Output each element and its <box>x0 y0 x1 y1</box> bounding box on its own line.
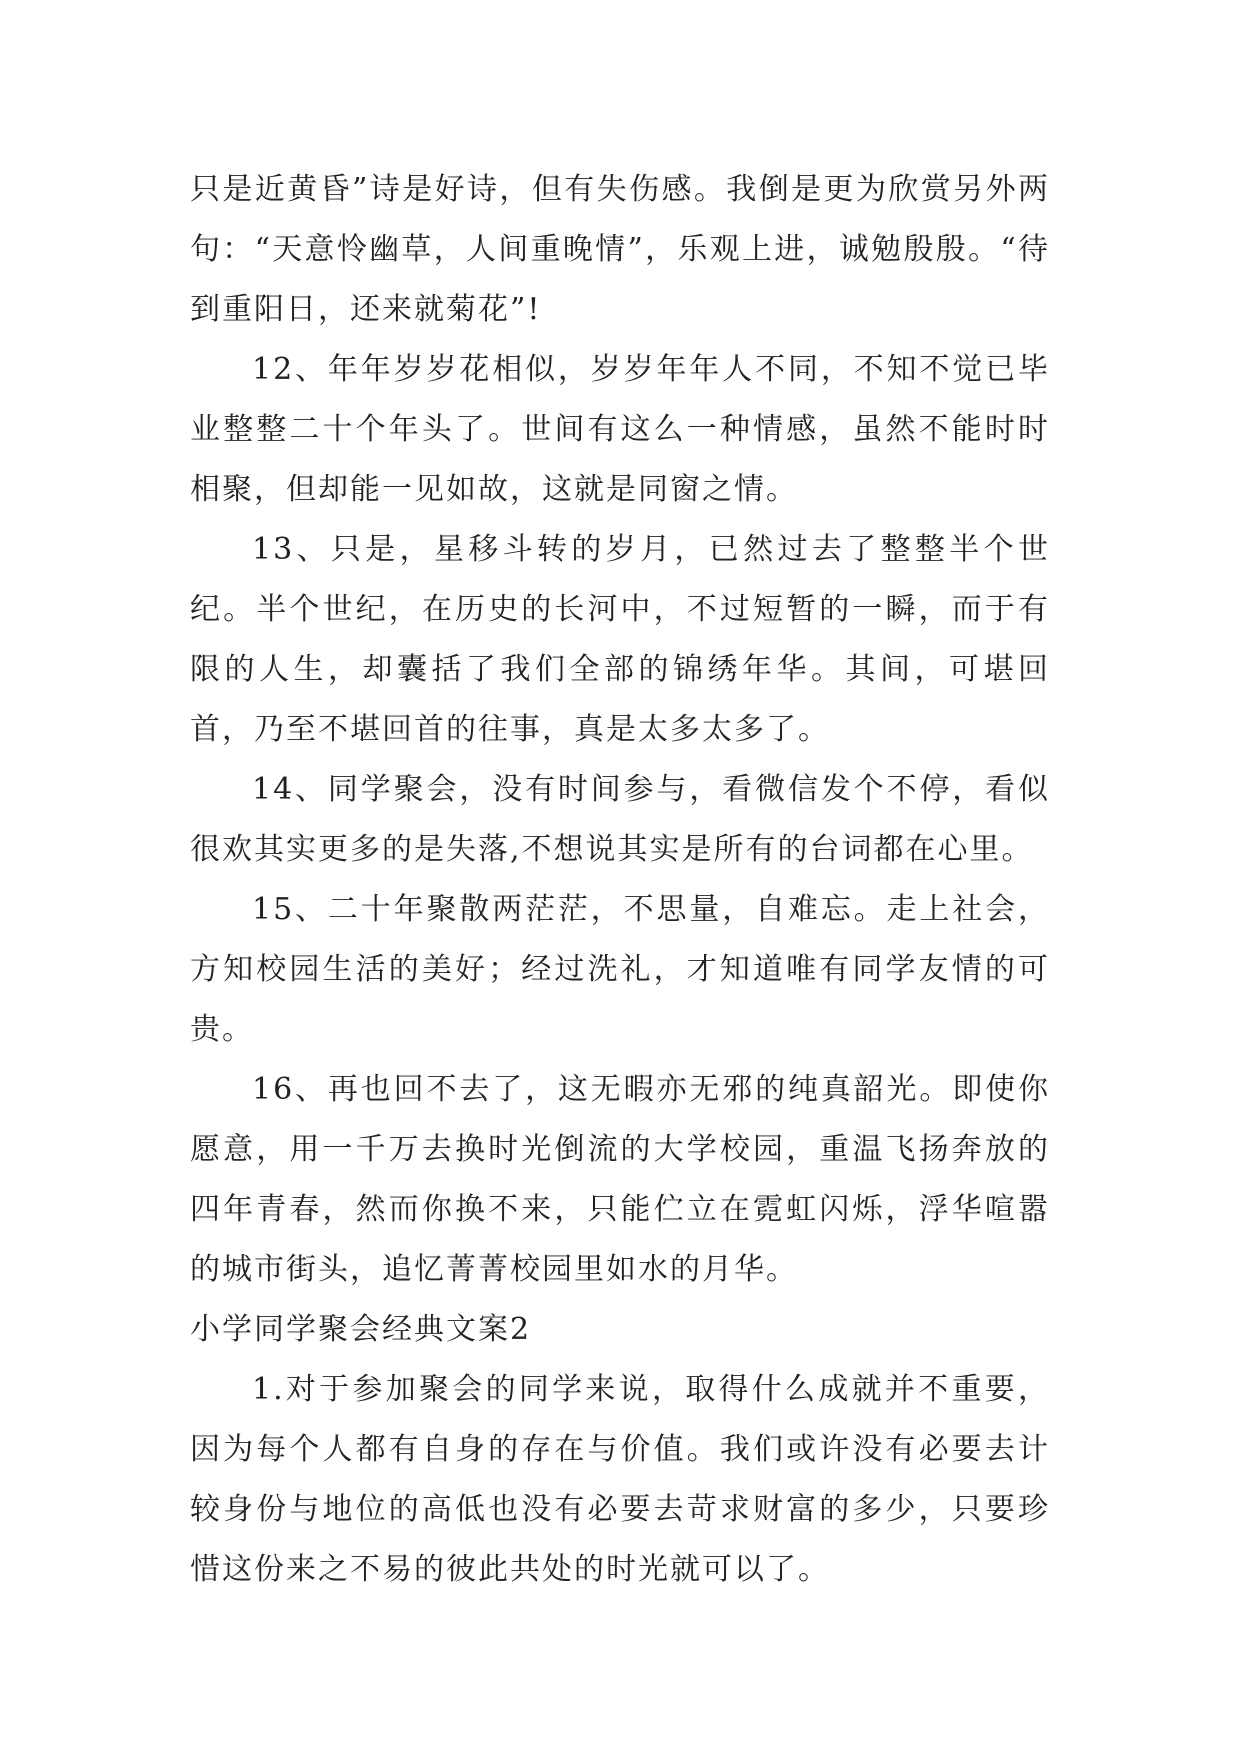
paragraph-15: 15、二十年聚散两茫茫，不思量，自难忘。走上社会，方知校园生活的美好；经过洗礼，才知道唯有同学友情的可贵。 <box>190 892 1050 1047</box>
document-body <box>190 160 1050 1600</box>
paragraph-14: 14、同学聚会，没有时间参与，看微信发个不停，看似很欢其实更多的是失落,不想说其实是所有的台词都在心里。 <box>190 772 1050 867</box>
paragraph-12: 12、年年岁岁花相似，岁岁年年人不同，不知不觉已毕业整整二十个年头了。世间有这么一种情感，虽然不能时时相聚，但却能一见如故，这就是同窗之情。 <box>190 352 1050 507</box>
section-paragraph-1: 1.对于参加聚会的同学来说，取得什么成就并不重要，因为每个人都有自身的存在与价值。我们或许没有必要去计较身份与地位的高低也没有必要去苛求财富的多少，只要珍惜这份来之不易的彼此共处的时光就可以了。 <box>190 1372 1050 1587</box>
paragraph-continued: 只是近黄昏”诗是好诗，但有失伤感。我倒是更为欣赏另外两句：“天意怜幽草，人间重晚情”，乐观上进，诚勉殷殷。“待到重阳日，还来就菊花”! <box>190 172 1050 327</box>
paragraph-16: 16、再也回不去了，这无暇亦无邪的纯真韶光。即使你愿意，用一千万去换时光倒流的大学校园，重温飞扬奔放的四年青春，然而你换不来，只能伫立在霓虹闪烁，浮华喧嚣的城市街头，追忆菁菁校园里如水的月华。 <box>190 1072 1050 1287</box>
paragraph-13: 13、只是，星移斗转的岁月，已然过去了整整半个世纪。半个世纪，在历史的长河中，不过短暂的一瞬，而于有限的人生，却囊括了我们全部的锦绣年华。其间，可堪回首，乃至不堪回首的往事，真是太多太多了。 <box>190 532 1050 747</box>
section-heading: 小学同学聚会经典文案2 <box>190 1312 532 1347</box>
